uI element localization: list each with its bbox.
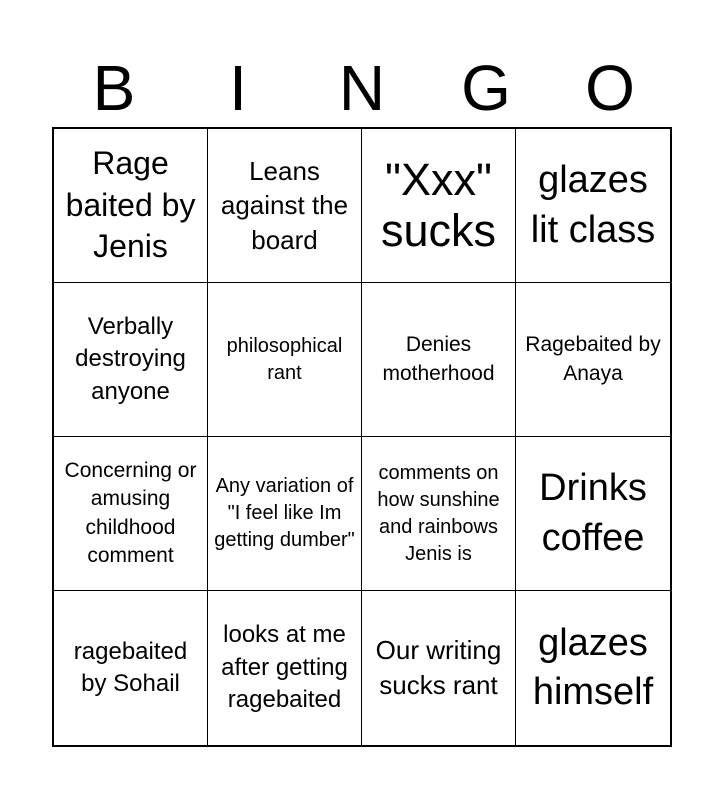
bingo-cell-text: Concerning or amusing childhood comment <box>64 458 197 567</box>
bingo-cell-text: "Xxx" sucks <box>380 154 497 256</box>
bingo-cell-r3c2[interactable] <box>208 437 362 591</box>
bingo-cell-text: philosophical rant <box>226 334 343 384</box>
bingo-cell-text: ragebaited by Sohail <box>73 637 188 697</box>
bingo-cell-text: glazes himself <box>532 621 654 713</box>
bingo-cell-text: Rage baited by Jenis <box>65 145 196 265</box>
bingo-cell-text: Denies motherhood <box>382 333 495 385</box>
bingo-cell-text: comments on how sunshine and rainbows Jenis is <box>377 461 500 565</box>
bingo-cell-text: Drinks coffee <box>539 467 647 559</box>
bingo-cell-r4c3[interactable] <box>362 591 516 745</box>
bingo-header <box>52 50 672 126</box>
bingo-cell-r3c4[interactable] <box>516 437 670 591</box>
bingo-cell-r1c3[interactable] <box>362 129 516 283</box>
bingo-cell-text: Leans against the board <box>220 155 349 255</box>
bingo-cell-text: Ragebaited by Anaya <box>525 333 661 385</box>
bingo-cell-text: looks at me after getting ragebaited <box>221 621 348 714</box>
bingo-cell-r2c2[interactable] <box>208 283 362 437</box>
bingo-cell-r2c3[interactable] <box>362 283 516 437</box>
bingo-cell-r1c4[interactable] <box>516 129 670 283</box>
bingo-cell-r1c1[interactable] <box>54 129 208 283</box>
bingo-cell-r4c1[interactable] <box>54 591 208 745</box>
bingo-cell-text: Any variation of "I feel like Im getting dumber" <box>214 475 355 551</box>
bingo-cell-text: Our writing sucks rant <box>375 635 502 700</box>
bingo-cell-text: Verbally destroying anyone <box>75 312 186 405</box>
bingo-cell-r4c4[interactable] <box>516 591 670 745</box>
header-letter-g: G <box>461 52 511 124</box>
header-letter-i: I <box>229 52 247 124</box>
bingo-cell-r1c2[interactable] <box>208 129 362 283</box>
header-letter-o: O <box>585 52 635 124</box>
header-letter-n: N <box>338 52 386 124</box>
bingo-cell-r3c3[interactable] <box>362 437 516 591</box>
bingo-board <box>52 127 672 747</box>
bingo-cell-r2c4[interactable] <box>516 283 670 437</box>
bingo-cell-r3c1[interactable] <box>54 437 208 591</box>
bingo-cell-r4c2[interactable] <box>208 591 362 745</box>
header-letter-b: B <box>92 52 136 124</box>
bingo-cell-text: glazes lit class <box>530 159 656 251</box>
bingo-cell-r2c1[interactable] <box>54 283 208 437</box>
